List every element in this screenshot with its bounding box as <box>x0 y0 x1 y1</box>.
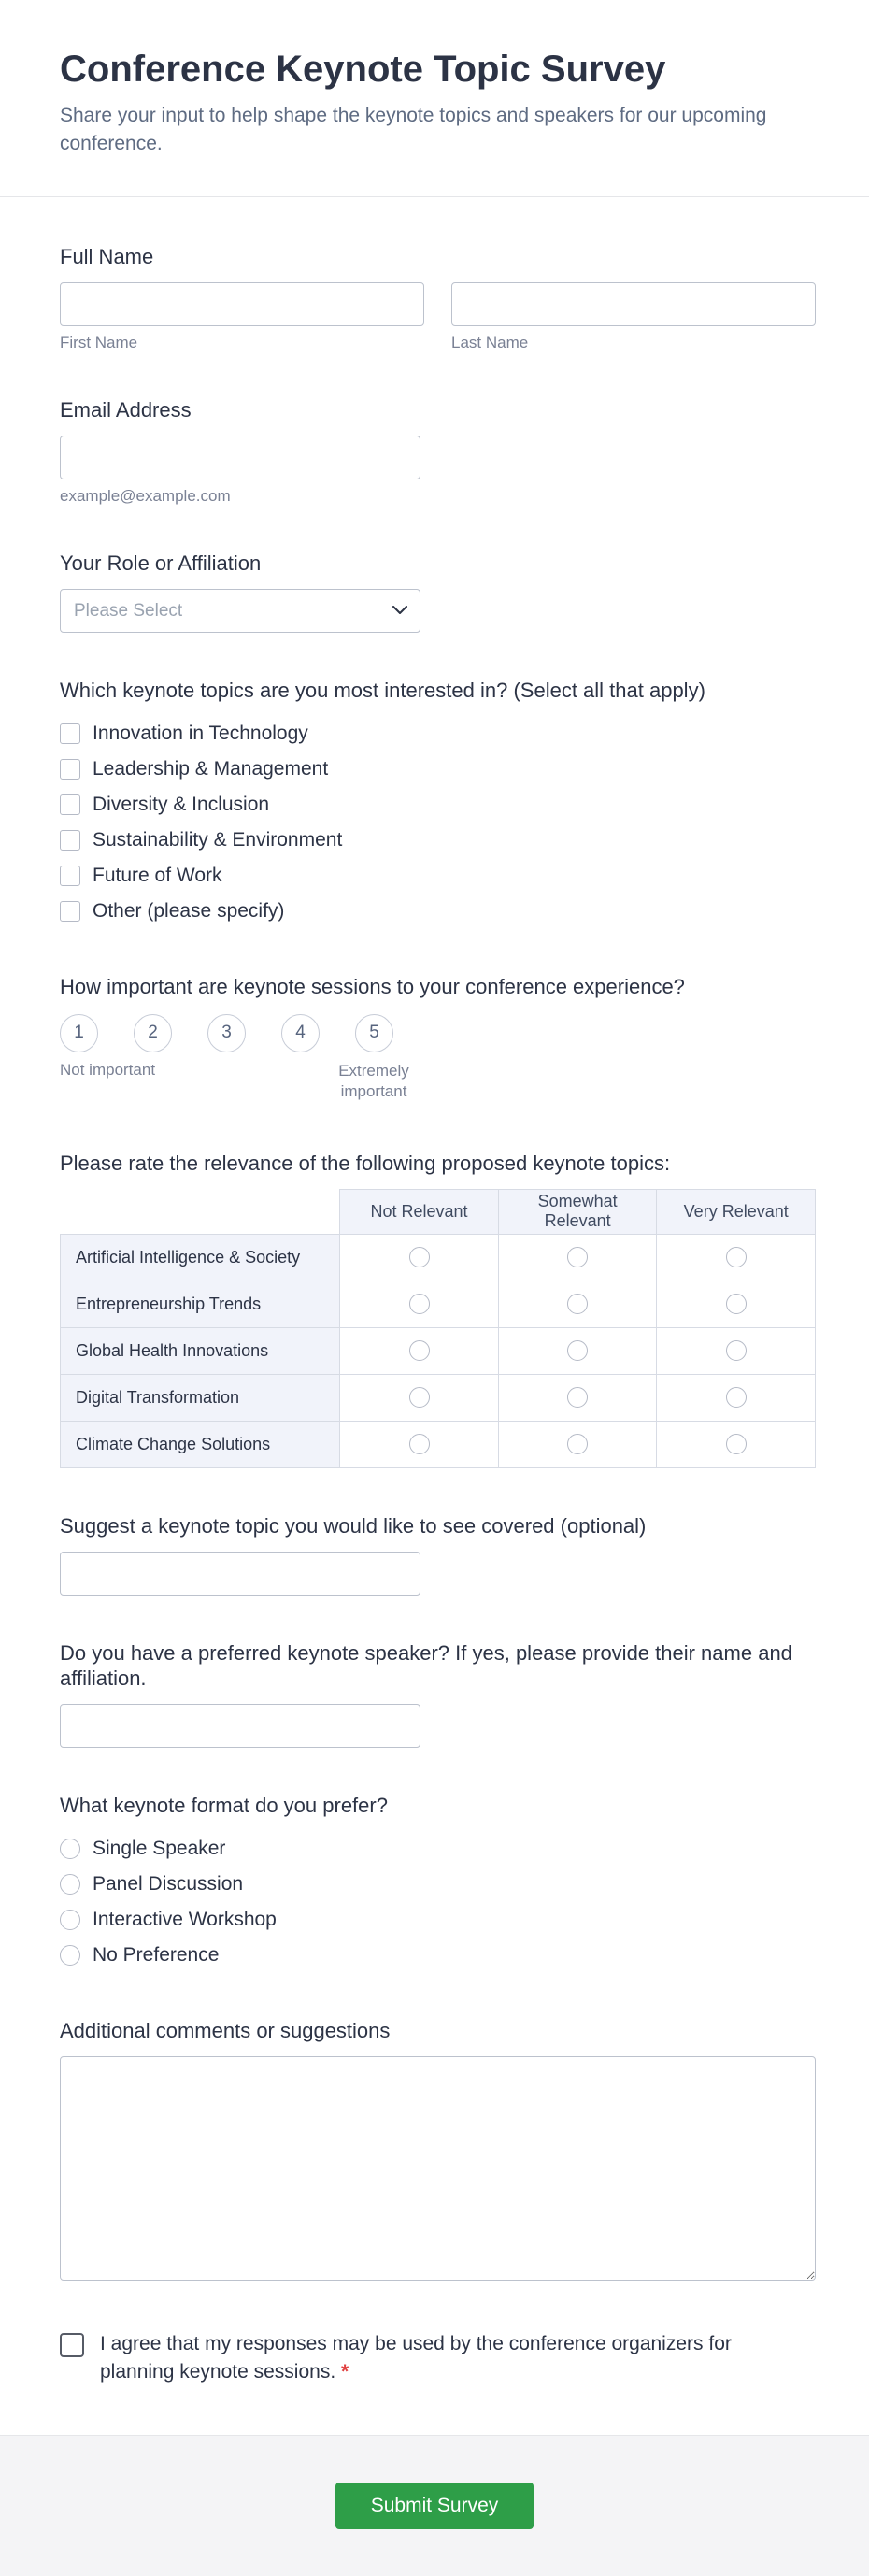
submit-button[interactable]: Submit Survey <box>335 2483 534 2529</box>
radio-icon[interactable] <box>60 1839 80 1859</box>
matrix-header-row <box>61 1189 816 1234</box>
suggest-topic-input[interactable] <box>60 1552 420 1596</box>
radio-icon[interactable] <box>726 1434 747 1454</box>
importance-scale <box>60 1014 816 1052</box>
format-option-no-preference[interactable] <box>60 1938 816 1973</box>
importance-label: How important are keynote sessions to your conference experience? <box>60 974 685 998</box>
topics-label: Which keynote topics are you most interested in? (Select all that apply) <box>60 678 705 702</box>
checkbox-icon[interactable] <box>60 723 80 744</box>
matrix-row-global-health <box>61 1327 816 1374</box>
format-option-label: No Preference <box>93 1943 220 1966</box>
checkbox-icon[interactable] <box>60 830 80 851</box>
matrix-cell[interactable] <box>657 1234 816 1281</box>
question-suggest-topic <box>60 1513 816 1596</box>
role-label: Your Role or Affiliation <box>60 551 262 575</box>
comments-textarea[interactable] <box>60 2056 816 2281</box>
last-name-input[interactable] <box>451 282 816 326</box>
matrix-cell[interactable] <box>498 1281 657 1327</box>
matrix-cell[interactable] <box>340 1281 499 1327</box>
topic-option-label: Leadership & Management <box>93 757 329 780</box>
matrix-corner-cell <box>61 1189 340 1234</box>
question-comments <box>60 2018 816 2285</box>
scale-endpoint-labels <box>60 1061 816 1106</box>
full-name-row <box>60 282 816 352</box>
matrix-col-header: Somewhat Relevant <box>498 1189 657 1234</box>
matrix-row-digital-transformation <box>61 1374 816 1421</box>
matrix-cell[interactable] <box>657 1421 816 1467</box>
preferred-speaker-label: Do you have a preferred keynote speaker? If yes, please provide their name and affiliation. <box>60 1640 792 1690</box>
agreement-checkbox[interactable] <box>60 2333 84 2357</box>
radio-icon[interactable] <box>567 1294 588 1314</box>
agreement-text: I agree that my responses may be used by the conference organizers for planning keynote sessions. <box>100 2332 732 2383</box>
scale-low-label: Not important <box>60 1060 156 1079</box>
question-matrix <box>60 1151 816 1468</box>
preferred-speaker-input[interactable] <box>60 1704 420 1748</box>
suggest-topic-label: Suggest a keynote topic you would like to see covered (optional) <box>60 1513 647 1538</box>
checkbox-icon[interactable] <box>60 794 80 815</box>
radio-icon[interactable] <box>567 1247 588 1267</box>
matrix-cell[interactable] <box>498 1327 657 1374</box>
matrix-cell[interactable] <box>340 1374 499 1421</box>
agreement-label <box>100 2330 810 2386</box>
last-name-column <box>451 282 816 352</box>
question-importance <box>60 974 816 1106</box>
last-name-sublabel: Last Name <box>451 333 529 351</box>
topic-option-other[interactable] <box>60 894 816 929</box>
question-role <box>60 551 816 633</box>
question-email <box>60 397 816 506</box>
matrix-row-entrepreneurship <box>61 1281 816 1327</box>
topic-option-future-of-work[interactable] <box>60 858 816 894</box>
page-subtitle: Share your input to help shape the keynote topics and speakers for our upcoming conference. <box>60 105 767 155</box>
format-option-label: Panel Discussion <box>93 1872 244 1895</box>
radio-icon[interactable] <box>567 1340 588 1361</box>
radio-icon[interactable] <box>409 1247 430 1267</box>
format-option-label: Single Speaker <box>93 1837 226 1859</box>
topic-option-label: Other (please specify) <box>93 899 285 922</box>
topic-option-innovation[interactable] <box>60 716 816 751</box>
checkbox-icon[interactable] <box>60 901 80 922</box>
radio-icon[interactable] <box>726 1247 747 1267</box>
matrix-row-label: Global Health Innovations <box>61 1327 340 1374</box>
radio-icon[interactable] <box>567 1434 588 1454</box>
page-title: Conference Keynote Topic Survey <box>60 49 666 90</box>
matrix-row-label: Entrepreneurship Trends <box>61 1281 340 1327</box>
question-format <box>60 1793 816 1973</box>
radio-icon[interactable] <box>726 1294 747 1314</box>
first-name-column <box>60 282 424 352</box>
form-header <box>0 0 869 196</box>
scale-option-3[interactable]: 3 <box>207 1014 246 1052</box>
form-footer <box>0 2436 869 2576</box>
question-preferred-speaker <box>60 1640 816 1748</box>
scale-high-label: Extremely important <box>338 1061 409 1100</box>
matrix-label: Please rate the relevance of the following proposed keynote topics: <box>60 1151 671 1175</box>
form-body <box>0 197 869 2435</box>
matrix-row-ai-society <box>61 1234 816 1281</box>
matrix-table <box>60 1189 816 1468</box>
format-label: What keynote format do you prefer? <box>60 1793 388 1817</box>
first-name-input[interactable] <box>60 282 424 326</box>
format-option-panel-discussion[interactable] <box>60 1867 816 1902</box>
agreement-row[interactable] <box>60 2330 816 2386</box>
email-sublabel: example@example.com <box>60 486 231 505</box>
scale-option-1[interactable]: 1 <box>60 1014 98 1052</box>
scale-option-2[interactable]: 2 <box>134 1014 172 1052</box>
matrix-cell[interactable] <box>498 1374 657 1421</box>
email-label: Email Address <box>60 397 192 422</box>
topic-option-label: Innovation in Technology <box>93 722 308 744</box>
role-select[interactable] <box>60 589 420 633</box>
radio-icon[interactable] <box>409 1434 430 1454</box>
question-agreement <box>60 2330 816 2386</box>
scale-option-4[interactable]: 4 <box>281 1014 320 1052</box>
first-name-sublabel: First Name <box>60 333 138 351</box>
matrix-cell[interactable] <box>340 1327 499 1374</box>
format-option-label: Interactive Workshop <box>93 1908 277 1930</box>
matrix-row-climate-change <box>61 1421 816 1467</box>
radio-icon[interactable] <box>409 1294 430 1314</box>
radio-icon[interactable] <box>60 1874 80 1895</box>
matrix-cell[interactable] <box>498 1421 657 1467</box>
full-name-label: Full Name <box>60 244 154 268</box>
radio-icon[interactable] <box>60 1910 80 1930</box>
matrix-cell[interactable] <box>657 1374 816 1421</box>
topic-option-sustainability[interactable] <box>60 823 816 858</box>
matrix-cell[interactable] <box>498 1234 657 1281</box>
radio-icon[interactable] <box>726 1387 747 1408</box>
matrix-cell[interactable] <box>657 1281 816 1327</box>
topic-option-label: Diversity & Inclusion <box>93 793 270 815</box>
question-full-name <box>60 244 816 352</box>
matrix-cell[interactable] <box>340 1421 499 1467</box>
format-option-interactive-workshop[interactable] <box>60 1902 816 1938</box>
radio-icon[interactable] <box>60 1945 80 1966</box>
comments-label: Additional comments or suggestions <box>60 2018 391 2042</box>
matrix-row-label: Artificial Intelligence & Society <box>61 1234 340 1281</box>
radio-icon[interactable] <box>409 1340 430 1361</box>
email-field[interactable] <box>60 436 420 479</box>
matrix-cell[interactable] <box>657 1327 816 1374</box>
required-asterisk: * <box>341 2360 349 2383</box>
question-topics <box>60 678 816 929</box>
topic-option-diversity[interactable] <box>60 787 816 823</box>
matrix-row-label: Climate Change Solutions <box>61 1421 340 1467</box>
checkbox-icon[interactable] <box>60 759 80 780</box>
matrix-col-header: Very Relevant <box>657 1189 816 1234</box>
topic-option-label: Future of Work <box>93 864 222 886</box>
role-select-wrap <box>60 589 420 633</box>
format-option-single-speaker[interactable] <box>60 1831 816 1867</box>
topic-option-label: Sustainability & Environment <box>93 828 343 851</box>
matrix-cell[interactable] <box>340 1234 499 1281</box>
topic-option-leadership[interactable] <box>60 751 816 787</box>
matrix-col-header: Not Relevant <box>340 1189 499 1234</box>
scale-option-5[interactable]: 5 <box>355 1014 393 1052</box>
radio-icon[interactable] <box>567 1387 588 1408</box>
checkbox-icon[interactable] <box>60 866 80 886</box>
radio-icon[interactable] <box>409 1387 430 1408</box>
matrix-row-label: Digital Transformation <box>61 1374 340 1421</box>
radio-icon[interactable] <box>726 1340 747 1361</box>
